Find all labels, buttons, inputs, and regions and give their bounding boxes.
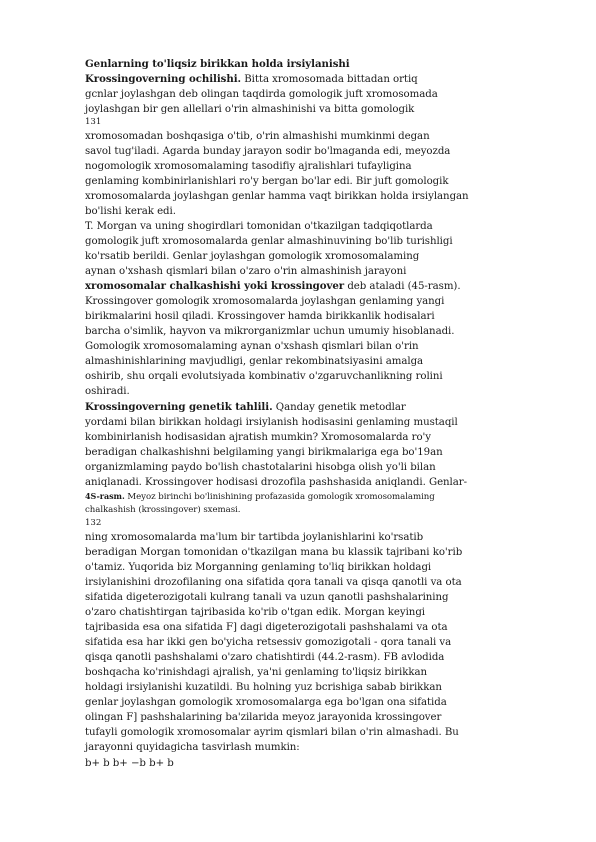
subsection-title-genetic-analysis: Krossingoverning genetik tahlili. <box>85 400 273 413</box>
text-line: xromosomadan boshqasiga o'tib, o'rin almashishi mumkinmi degan <box>85 130 430 142</box>
page-number: 131 <box>85 117 102 128</box>
text-line: beradigan Morgan tomonidan o'tkazilgan mana bu klassik tajribani ko'rib <box>85 546 463 558</box>
text-line: irsiylanishini drozofilaning ona sifatida qora tanali va qisqa qanotli va ota <box>85 576 462 588</box>
text-line: almashinishlarining mavjudligi, genlar rekombinatsiyasini amalga <box>85 356 424 368</box>
text-line: birikmalarini hosil qiladi. Krossingover hamda birikkanlik hodisalari <box>85 311 435 323</box>
figure-caption-line: chalkashish (krossingover) sxemasi. <box>85 504 241 515</box>
text-line: kombinirlanish hodisasidan ajratish mumkin? Xromosomalarda ro'y <box>85 431 431 443</box>
text-line: joylashgan bir gen allellari o'rin almashinishi va bitta gomologik <box>85 104 415 116</box>
text-line: barcha o'simlik, hayvon va mikrorganizmlar uchun umumiy hisoblanadi. <box>85 326 455 338</box>
text-line: Bitta xromosomada bittadan ortiq <box>241 74 418 86</box>
section-heading: Genlarning to'liqsiz birikkan holda irsiylanishi <box>85 58 350 70</box>
text-line: tajribasida esa ona sifatida F] dagi digeterozigotali pashshalami va ota <box>85 622 448 634</box>
text-line: organizmlaming paydo bo'lish chastotalarini hisobga olish yo'li bilan <box>85 461 436 473</box>
text-line: T. Morgan va uning shogirdlari tomonidan o'tkazilgan tadqiqotlarda <box>85 220 433 232</box>
defined-term: xromosomalar chalkashishi yoki krossingover <box>85 280 345 293</box>
figure-caption: 4S-rasm. Meyoz birinchi bo'linishining profazasida gomologik xromosomalaming <box>85 490 435 502</box>
text-line: o'tamiz. Yuqorida biz Morganning genlaming to'liq birikkan holdagi <box>85 561 432 573</box>
text-line: tufayli gomologik xromosomalar ayrim qismlari bilan o'rin almashadi. Bu <box>85 727 459 739</box>
figure-label: 4S-rasm. <box>85 490 125 501</box>
text-line: xromosomalarda joylashgan genlar hamma vaqt birikkan holda irsiylangan <box>85 190 469 202</box>
definition-line: xromosomalar chalkashishi yoki krossingover deb ataladi (45-rasm). <box>85 280 461 293</box>
text-line: olingan F] pashshalarining ba'zilarida meyoz jarayonida krossingover <box>85 712 442 724</box>
text-line: o'zaro chatishtirgan tajribasida ko'rib o'tgan edik. Morgan keyingi <box>85 607 425 619</box>
text-line: oshiradi. <box>85 386 130 398</box>
text-line: bo'lishi kerak edi. <box>85 205 176 217</box>
text-line: sifatida esa har ikki gen bo'yicha retsessiv gomozigotali - qora tanali va <box>85 637 452 649</box>
text-line: beradigan chalkashishni belgilaming yangi birikmalariga ega bo'19an <box>85 446 443 458</box>
text-line: genlaming kombinirlanishlari ro'y bergan bo'lar edi. Bir juft gomologik <box>85 175 449 187</box>
genotype-formula: b+ b b+ −b b+ b <box>85 757 174 769</box>
text-line: qisqa qanotli pashshalami o'zaro chatishtirdi (44.2-rasm). FB avlodida <box>85 652 445 664</box>
subsection-intro-line <box>85 72 505 87</box>
text-line: Krossingover gomologik xromosomalarda joylashgan genlaming yangi <box>85 296 445 308</box>
text-line: boshqacha ko'rinishdagi ajralish, ya'ni genlaming to'liqsiz birikkan <box>85 667 428 679</box>
text-line: ning xromosomalarda ma'lum bir tartibda joylanishlarini ko'rsatib <box>85 531 424 543</box>
subsection-title-crossing-over-discovery: Krossingoverning ochilishi. <box>85 73 242 86</box>
text-line: aniqlanadi. Krossingover hodisasi drozofila pashshasida aniqlandi. Genlar- <box>85 476 468 488</box>
text-line: nogomologik xromosomalaming tasodifiy ajralishlari tufayligina <box>85 160 412 172</box>
subsection-intro-line: Krossingoverning genetik tahlili. Qanday genetik metodlar <box>85 400 406 413</box>
text-line: savol tug'iladi. Agarda bunday jarayon sodir bo'lmaganda edi, meyozda <box>85 145 451 157</box>
text-line: oshirib, shu orqali evolutsiyada kombinativ o'zgaruvchanlikning rolini <box>85 371 443 383</box>
text-line: genlar joylashgan gomologik xromosomalarga ega bo'lgan ona sifatida <box>85 697 447 709</box>
text-line: holdagi irsiylanishi kuzatildi. Bu holning yuz bcrishiga sabab birikkan <box>85 682 442 694</box>
text-line: aynan o'xshash qismlari bilan o'zaro o'rin almashinish jarayoni <box>85 266 407 278</box>
text-line: jarayonni quyidagicha tasvirlash mumkin: <box>85 742 300 754</box>
text-line: sifatida digeterozigotali kulrang tanali va uzun qanotli pashshalarining <box>85 592 449 603</box>
text-line: gomologik juft xromosomalarda genlar almashinuvining bo'lib turishligi <box>85 236 453 248</box>
text-line: Gomologik xromosomalaming aynan o'xshash qismlari bilan o'rin <box>85 341 419 353</box>
text-line: ko'rsatib berildi. Genlar joylashgan gomologik xromosomalaming <box>85 251 420 263</box>
page-number: 132 <box>85 517 102 528</box>
text-line: yordami bilan birikkan holdagi irsiylanish hodisasini genlaming mustaqil <box>85 416 458 428</box>
document-page <box>85 57 505 771</box>
text-line: gcnlar joylashgan deb olingan taqdirda gomologik juft xromosomada <box>85 89 438 101</box>
